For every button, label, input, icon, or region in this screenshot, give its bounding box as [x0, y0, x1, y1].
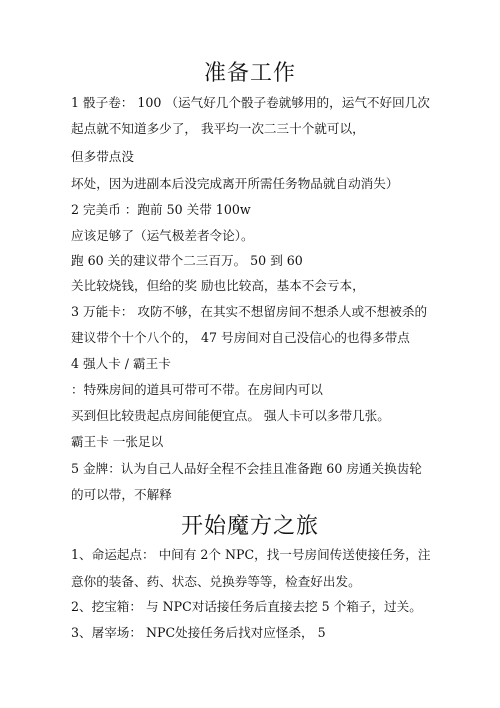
- text-line: 坏处，因为进副本后没完成离开所需任务物品就自动消失）: [71, 176, 399, 191]
- text-line: 3、屠宰场： NPC处接任务后找对应怪杀， 5: [71, 625, 326, 640]
- text-line: 3 万能卡： 攻防不够，在其实不想留房间不想杀人或不想被杀的: [71, 304, 428, 319]
- text-line: 买到但比较贵起点房间能便宜点。 强人卡可以多带几张。: [71, 408, 390, 423]
- text-line: 5 金牌：认为自己人品好全程不会挂且准备跑 60 房通关换齿轮: [71, 461, 422, 476]
- text-line: 应该足够了（运气极差者令论）。: [71, 228, 254, 243]
- text-line: 2、挖宝箱： 与 NPC对话接任务后直接去挖 5 个箱子，过关。: [71, 599, 422, 614]
- text-line: 2 完美币 ：跑前 50 关带 100w: [71, 202, 251, 217]
- text-line: 1 骰子卷： 100 （运气好几个骰子卷就够用的，运气不好回几次: [71, 95, 430, 110]
- text-line: 意你的装备、药、状态、兑换券等等，检查好出发。: [71, 574, 361, 589]
- text-line: 关比较烧钱，但给的奖 励也比较高，基本不会亏本，: [71, 278, 365, 293]
- section-title-preparation: 准备工作: [203, 61, 296, 86]
- text-line: 建议带个十个八个的， 47 号房间对自己没信心的也得多带点: [71, 330, 410, 345]
- text-line: 的可以带，不解释: [71, 487, 172, 502]
- text-line: 起点就不知道多少了， 我平均一次二三十个就可以，: [71, 121, 365, 136]
- text-line: ：特殊房间的道具可带可不带。在房间内可以: [71, 382, 323, 397]
- text-line: 跑 60 关的建议带个二三百万。 50 到 60: [71, 253, 303, 268]
- text-line: 1、命运起点： 中间有 2个 NPC，找一号房间传送使接任务，注: [71, 547, 431, 562]
- text-line: 霸王卡 一张足以: [71, 434, 164, 449]
- text-line: 但多带点没: [71, 149, 134, 164]
- section-title-cube-journey: 开始魔方之旅: [180, 514, 319, 539]
- text-line: 4 强人卡 / 霸王卡: [71, 356, 171, 371]
